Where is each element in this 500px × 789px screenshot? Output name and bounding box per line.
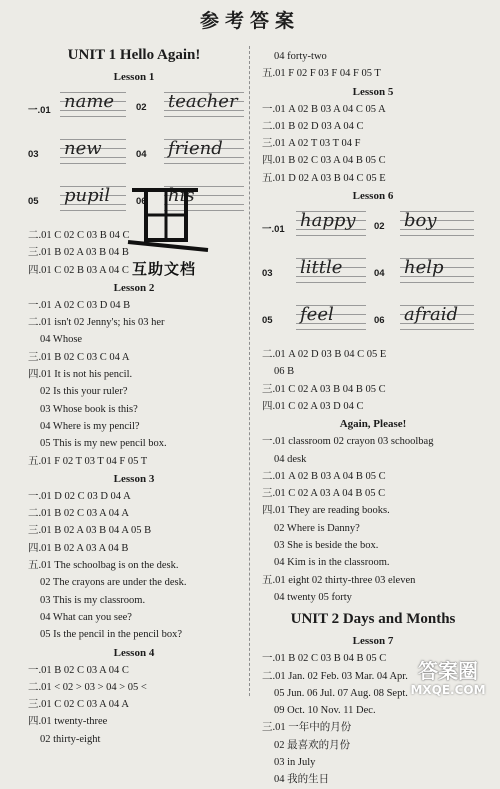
- again-please-title: Again, Please!: [339, 418, 407, 431]
- item-number: 04: [374, 268, 385, 280]
- answer-line: 二.01 A 02 D 03 B 04 C 05 E: [262, 349, 387, 361]
- handwriting-item: [136, 86, 240, 126]
- answer-line: 04 What can you see?: [40, 611, 132, 623]
- watermark-logo: [402, 659, 494, 703]
- answer-line: 一.01 B 02 C 03 B 04 B 05 C: [262, 653, 387, 665]
- handwriting-row: [262, 252, 484, 299]
- item-number: 03: [28, 149, 39, 160]
- answer-line: 四.01 C 02 B 03 A 04 C: [28, 264, 129, 276]
- lesson5-title: Lesson 5: [352, 85, 394, 98]
- answer-line: 03 in July: [274, 757, 316, 769]
- handwritten-answer: pupil: [60, 181, 126, 211]
- answer-lines: [262, 48, 484, 83]
- unit2-title: UNIT 2 Days and Months: [290, 611, 456, 628]
- handwriting-item: [28, 133, 134, 173]
- answer-line: 五.01 F 02 T 03 T 04 F 05 T: [28, 455, 148, 467]
- left-column: [28, 42, 240, 748]
- answer-line: 04 desk: [274, 453, 307, 465]
- answer-line: 03 She is beside the box.: [274, 540, 379, 552]
- answer-line: 五.01 eight 02 thirty-three 03 eleven: [262, 574, 416, 586]
- handwritten-answer: feel: [296, 300, 366, 330]
- answer-line: 一.01 A 02 B 03 A 04 C 05 A: [262, 103, 386, 115]
- answer-line: 04 Whose: [40, 334, 83, 346]
- handwriting-item: [136, 133, 240, 173]
- answer-line: 五.01 D 02 A 03 B 04 C 05 E: [262, 172, 386, 184]
- handwriting-item: [374, 299, 484, 339]
- answer-line: 三.01 一年中的月份: [262, 722, 352, 734]
- answer-line: 三.01 B 02 C 03 C 04 A: [28, 351, 130, 363]
- answer-line: 二.01 B 02 D 03 A 04 C: [262, 120, 364, 132]
- handwritten-answer: friend: [164, 134, 244, 164]
- handwriting-row: [28, 86, 240, 133]
- answer-line: 一.01 classroom 02 crayon 03 schoolbag: [262, 436, 434, 448]
- answer-line: 04 twenty 05 forty: [274, 591, 352, 603]
- answer-line: 04 Kim is in the classroom.: [274, 557, 390, 569]
- answer-line: 四.01 B 02 A 03 A 04 B: [28, 542, 129, 554]
- answer-lines: [28, 488, 240, 644]
- answer-line: 五.01 The schoolbag is on the desk.: [28, 560, 179, 572]
- item-number: 03: [262, 268, 273, 280]
- answer-line: 05 This is my new pencil box.: [40, 438, 167, 450]
- answer-line: 02 最喜欢的月份: [274, 739, 351, 751]
- lesson3-title: Lesson 3: [113, 472, 155, 485]
- answer-line: 四.01 C 02 A 03 D 04 C: [262, 400, 364, 412]
- answer-line: 四.01 twenty-three: [28, 716, 108, 728]
- answer-lines: [262, 346, 484, 415]
- answer-line: 三.01 B 02 A 03 B 04 A 05 B: [28, 525, 152, 537]
- item-number: 04: [136, 149, 147, 160]
- answer-line: 二.01 C 02 C 03 B 04 C: [28, 230, 130, 241]
- answer-line: 一.01 B 02 C 03 A 04 C: [28, 664, 129, 676]
- item-number: 02: [374, 221, 385, 233]
- answer-line: 03 This is my classroom.: [40, 594, 146, 606]
- answer-line: 三.01 A 02 T 03 T 04 F: [262, 138, 361, 150]
- handwriting-item: [262, 205, 372, 245]
- answer-line: 04 Where is my pencil?: [40, 420, 140, 432]
- answer-line: 05 Jun. 06 Jul. 07 Aug. 08 Sept.: [274, 687, 408, 699]
- answer-line: 四.01 It is not his pencil.: [28, 369, 133, 381]
- lesson7-title: Lesson 7: [352, 635, 394, 648]
- answer-line: 四.01 They are reading books.: [262, 505, 390, 517]
- answer-line: 06 B: [274, 366, 295, 378]
- item-number: 一.01: [262, 224, 285, 236]
- unit1-title: UNIT 1 Hello Again!: [67, 47, 201, 63]
- handwriting-item: [262, 299, 372, 339]
- answer-line: 二.01 < 02 > 03 > 04 > 05 <: [28, 681, 147, 693]
- item-number: 06: [136, 196, 147, 207]
- answer-line: 04 forty-two: [274, 51, 327, 62]
- item-number: 一.01: [28, 105, 51, 116]
- handwritten-answer: help: [400, 253, 474, 283]
- handwriting-row: [262, 299, 484, 346]
- answer-line: 二.01 B 02 C 03 A 04 A: [28, 508, 129, 520]
- handwritten-answer: his: [164, 181, 244, 211]
- handwritten-answer: new: [60, 134, 126, 164]
- column-divider: [249, 46, 250, 696]
- stamp-logo: [118, 180, 238, 290]
- watermark-title: 答案圈: [418, 659, 478, 683]
- lesson2-title: Lesson 2: [113, 281, 155, 294]
- lesson1-title: Lesson 1: [113, 71, 155, 83]
- handwritten-answer: little: [296, 253, 366, 283]
- answer-line: 03 Whose book is this?: [40, 403, 138, 415]
- answer-line: 三.01 C 02 C 03 A 04 A: [28, 699, 129, 711]
- answer-line: 一.01 A 02 C 03 D 04 B: [28, 299, 131, 311]
- item-number: 02: [136, 102, 147, 113]
- stamp-logo-icon: [118, 180, 238, 260]
- stamp-text: 互助文档: [132, 260, 197, 278]
- handwritten-answer: afraid: [400, 300, 474, 330]
- handwriting-row: [262, 205, 484, 252]
- page-title: 参考答案: [199, 10, 300, 32]
- answer-line: 二.01 isn't 02 Jenny's; his 03 her: [28, 317, 165, 329]
- item-number: 05: [28, 196, 39, 207]
- answer-line: 三.01 C 02 A 03 A 04 B 05 C: [262, 488, 386, 500]
- handwriting-item: [28, 86, 134, 126]
- handwriting-item: [262, 252, 372, 292]
- handwritten-answer: teacher: [164, 87, 244, 117]
- answer-line: 三.01 C 02 A 03 B 04 B 05 C: [262, 383, 386, 395]
- item-number: 06: [374, 315, 385, 327]
- answer-line: 一.01 D 02 C 03 D 04 A: [28, 490, 131, 502]
- handwritten-answer: name: [60, 87, 126, 117]
- answer-line: 09 Oct. 10 Nov. 11 Dec.: [274, 705, 376, 717]
- handwritten-answer: happy: [296, 206, 366, 236]
- item-number: 05: [262, 315, 273, 327]
- answer-line: 三.01 B 02 A 03 B 04 B: [28, 247, 129, 259]
- answer-lines: [262, 101, 484, 187]
- answer-line: 02 Is this your ruler?: [40, 386, 128, 398]
- answer-line: 02 Where is Danny?: [274, 522, 360, 534]
- answer-line: 05 Is the pencil in the pencil box?: [40, 629, 183, 641]
- answer-line: 二.01 Jan. 02 Feb. 03 Mar. 04 Apr.: [262, 670, 408, 682]
- handwritten-answer: boy: [400, 206, 474, 236]
- answer-line: 四.01 B 02 C 03 A 04 B 05 C: [262, 155, 386, 167]
- answer-lines: [28, 297, 240, 470]
- lesson6-title: Lesson 6: [352, 190, 394, 203]
- answer-line: 02 The crayons are under the desk.: [40, 577, 187, 589]
- handwriting-row: [28, 133, 240, 180]
- watermark-url: MXQE.COM: [410, 683, 486, 697]
- answer-lines: [262, 433, 484, 606]
- answer-line: 02 thirty-eight: [40, 733, 101, 745]
- answer-line: 04 我的生日: [274, 774, 330, 786]
- answer-line: 五.01 F 02 F 03 F 04 F 05 T: [262, 68, 381, 80]
- handwriting-item: [374, 252, 484, 292]
- answer-line: 二.01 A 02 B 03 A 04 B 05 C: [262, 470, 386, 482]
- handwriting-item: [374, 205, 484, 245]
- lesson4-title: Lesson 4: [113, 646, 155, 659]
